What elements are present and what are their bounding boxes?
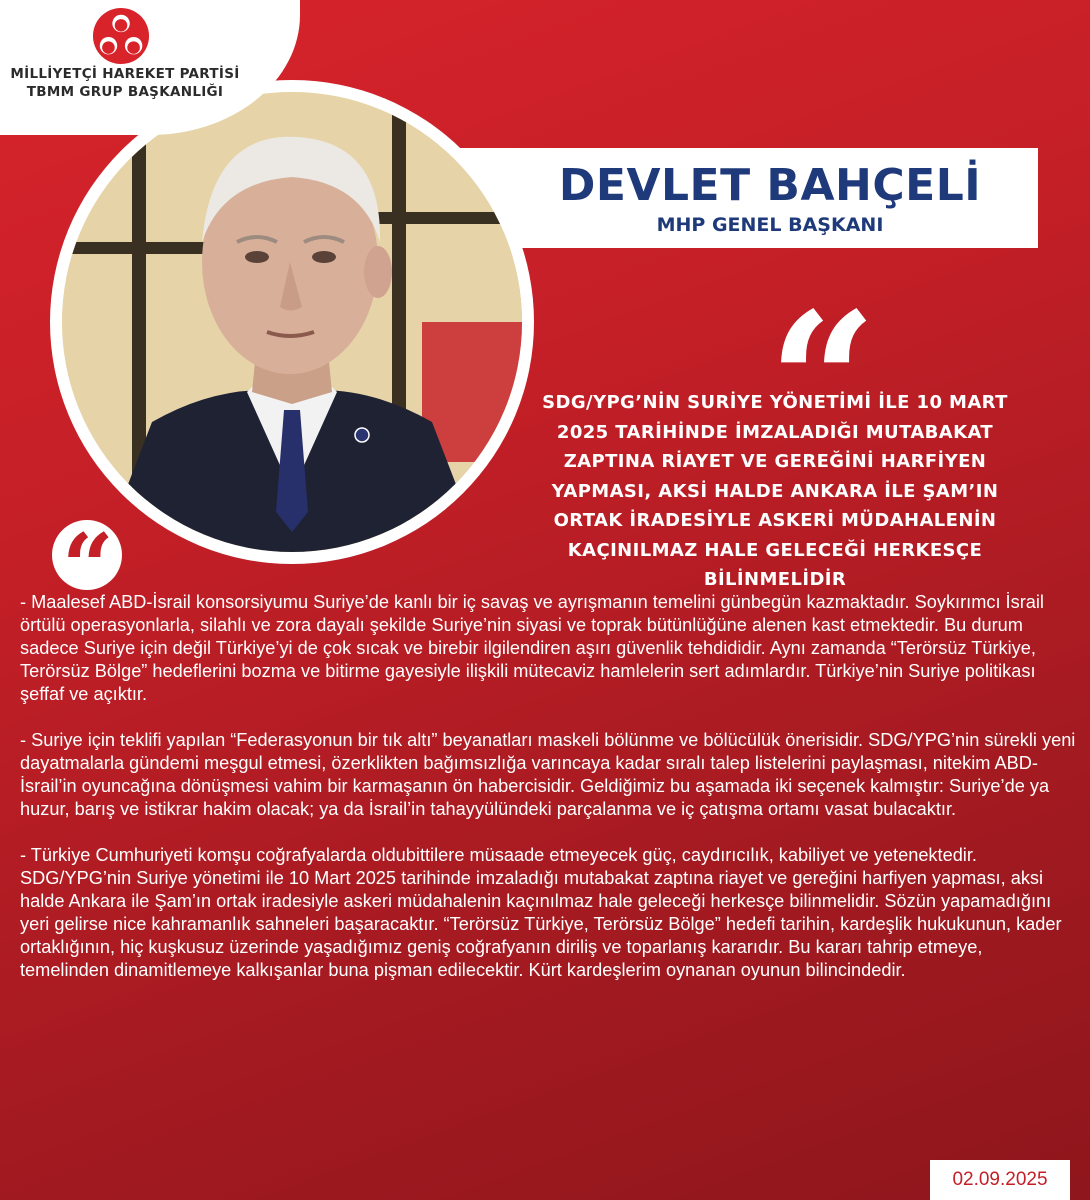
- small-quote-mark-icon: “: [62, 514, 114, 620]
- large-quote-mark-icon: “: [768, 271, 878, 494]
- speaker-name: DEVLET BAHÇELİ: [558, 160, 982, 211]
- statement-paragraph: - Suriye için teklifi yapılan “Federasyonun bir tık altı” beyanatları maskeli bölünme ve bölücülük önerisidir. SDG/YPG’nin sürekli yeni dayatmalarla gündemi meşgul etmesi, özerklikten bağımsızlığa varıncaya kadar sıralı talep listelerini paylaşması, nitekim ABD-İsrail’in oyuncağına dönüşmesi vahim bir karmaşanın ön habercisidir. Geldiğimiz bu aşamada iki seçenek kalmıştır: Suriye’de ya huzur, barış ve istikrar hakim olacak; ya da İsrail’in tahayyülündeki parçalanma ve iç çatışma ortamı vasat bulacaktır.: [20, 730, 1076, 819]
- party-name: MİLLİYETÇİ HAREKET PARTİSİ: [10, 66, 240, 82]
- date-badge: 02.09.2025: [930, 1160, 1070, 1200]
- highlighted-quote: SDG/YPG’NİN SURİYE YÖNETİMİ İLE 10 MART 2025 TARİHİNDE İMZALADIĞI MUTABAKAT ZAPTINA RİAYET VE GEREĞİNİ HARFİYEN YAPMASI, AKSİ HALDE ANKARA İLE ŞAM’IN ORTAK İRADESİYLE ASKERİ MÜDAHALENİN KAÇINILMAZ HALE GELECEĞİ HERKESÇE BİLİNMELİDİR: [542, 392, 1008, 590]
- statement-paragraph: - Maalesef ABD-İsrail konsorsiyumu Suriye’de kanlı bir iç savaş ve ayrışmanın temelini günbegün kazmaktadır. Soykırımcı İsrail örtülü operasyonlarla, silahlı ve zora dayalı şekilde Suriye’nin siyasi ve toprak bütünlüğüne alenen kast etmektedir. Bu durum sadece Suriye için değil Türkiye’yi de çok sıcak ve birebir ilgilendiren aşırı güvenlik tehdididir. Aynı zamanda “Terörsüz Türkiye, Terörsüz Bölge” hedeflerini bozma ve bitirme gayesiyle ilişkili mütecaviz hamlelerin sert adımlardır. Türkiye’nin Suriye politikası şeffaf ve açıktır.: [20, 592, 1044, 704]
- party-group-name: TBMM GRUP BAŞKANLIĞI: [26, 84, 224, 100]
- portrait-illustration: [62, 92, 522, 552]
- three-crescents-emblem-icon: [92, 7, 150, 65]
- statement-body: [20, 591, 1076, 1005]
- speaker-portrait: [62, 92, 522, 552]
- speaker-title: MHP GENEL BAŞKANI: [656, 214, 884, 236]
- statement-paragraph: - Türkiye Cumhuriyeti komşu coğrafyalarda oldubittilere müsaade etmeyecek güç, caydırıcılık, kabiliyet ve yetenektedir. SDG/YPG’nin Suriye yönetimi ile 10 Mart 2025 tarihinde imzaladığı mutabakat zaptına riayet ve gereğini harfiyen yapması, aksi halde Ankara ile Şam’ın ortak iradesiyle askeri müdahalenin kaçınılmaz hale geleceği herkesçe bilinmelidir. Sözün yapamadığını yeri gelirse nice kahramanlık sahneleri başaracaktır. “Terörsüz Türkiye, Terörsüz Bölge” hedefi tarihin, kardeşlik hukukunun, kader ortaklığının, hiç kuşkusuz üzerinde yaşadığımız geniş coğrafyanın diriliş ve toparlanış kararıdır. Bu kararı tahrip etmeye, temelinden dinamitlemeye kalkışanlar buna pişman edilecektir. Kürt kardeşlerim oynanan oyunun bilincindedir.: [20, 845, 1062, 980]
